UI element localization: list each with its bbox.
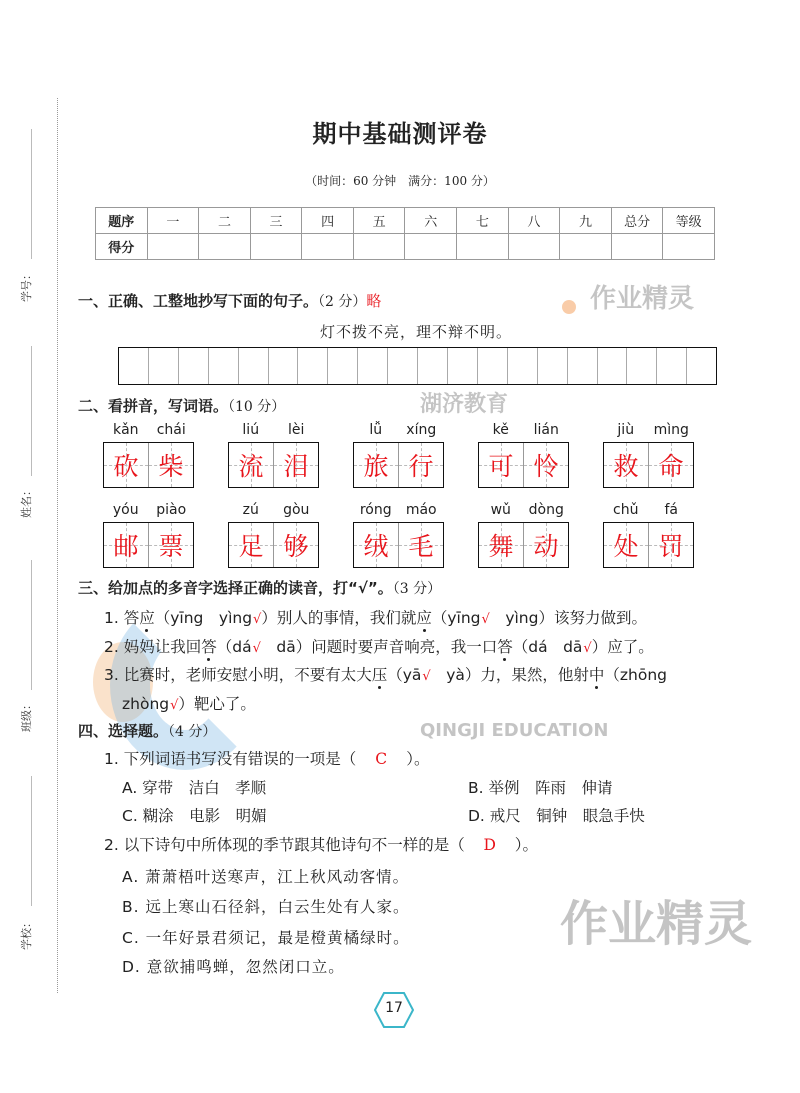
watermark: 作业精灵 [560, 896, 753, 952]
check-mark-icon: √ [170, 698, 179, 713]
check-mark-icon: √ [422, 669, 431, 684]
question-stem: 1. 下列词语书写没有错误的一项是（ [104, 750, 357, 768]
pinyin-option: （yā [387, 666, 422, 684]
school-line [31, 776, 32, 906]
name-line [31, 346, 32, 476]
tianzige-grid[interactable] [228, 442, 319, 488]
option-c: C. 糊涂 电影 明媚 [122, 807, 267, 825]
pinyin-syllable: lèi [288, 422, 305, 438]
pinyin-syllable: kǎn [112, 422, 139, 438]
pinyin-syllable: chǔ [613, 502, 639, 518]
word-box [603, 422, 694, 488]
grid-cell [354, 523, 399, 567]
answer-text: D [483, 836, 496, 854]
table-header-cell: 总分 [611, 208, 663, 234]
grid-cell [104, 443, 149, 487]
binding-line [57, 98, 58, 993]
tianzige-grid[interactable] [353, 522, 444, 568]
grid-cell [524, 443, 568, 487]
score-cell[interactable] [663, 234, 715, 260]
pinyin-syllable: chái [156, 422, 186, 438]
pinyin [228, 422, 319, 442]
section-points: （4 分） [168, 724, 217, 740]
table-row [96, 234, 715, 260]
pinyin [103, 422, 194, 442]
table-header-cell: 八 [508, 208, 560, 234]
section-2-heading [78, 395, 285, 416]
answer-char: 处 [613, 532, 639, 561]
option-b: B. 远上寒山石径斜，白云生处有人家。 [122, 898, 410, 916]
pinyin-syllable: yóu [112, 502, 139, 518]
answer-char: 毛 [408, 532, 434, 561]
writing-grid[interactable] [118, 347, 717, 385]
text: 2. 妈妈让我回 [104, 638, 202, 656]
text: yà）力，果然，他射 [430, 666, 589, 684]
tianzige-grid[interactable] [478, 522, 569, 568]
answer-char: 柴 [158, 452, 184, 481]
grid-cell [354, 443, 399, 487]
dotted-char: 答 [201, 638, 217, 656]
page-number [374, 992, 414, 1028]
question-stem: ）。 [406, 750, 430, 768]
word-box [103, 422, 194, 488]
grid-cell [604, 523, 649, 567]
dotted-char: 应 [139, 609, 155, 627]
pinyin [478, 422, 569, 442]
check-mark-icon: √ [253, 612, 262, 627]
answer-char: 舞 [488, 532, 514, 561]
section-points: （2 分） [318, 294, 367, 310]
tianzige-grid[interactable] [603, 442, 694, 488]
pinyin [603, 502, 694, 522]
section-points: （3 分） [392, 581, 442, 597]
pinyin-syllable: liú [242, 422, 260, 438]
word-box [603, 502, 694, 568]
answer-char: 命 [658, 452, 684, 481]
student-id-label: 学号： [20, 269, 33, 302]
section-3-heading [78, 577, 441, 598]
word-box [478, 422, 569, 488]
answer-char: 邮 [113, 532, 139, 561]
word-box [228, 422, 319, 488]
question-3-1 [104, 606, 647, 628]
pinyin-option: zhòng [122, 695, 170, 713]
pinyin [353, 422, 444, 442]
pinyin-syllable: lián [533, 422, 559, 438]
tianzige-grid[interactable] [103, 442, 194, 488]
word-box [353, 422, 444, 488]
grid-cell [229, 523, 274, 567]
page-number-text: 17 [385, 1000, 403, 1016]
answer-char: 流 [238, 452, 264, 481]
text: 3. 比赛时，老师安慰小明，不要有太大 [104, 666, 372, 684]
table-header-cell: 三 [250, 208, 302, 234]
answer-text: C [375, 750, 388, 768]
dotted-char: 压 [371, 666, 388, 684]
grid-cell [649, 443, 693, 487]
text: ）别人的事情，我们就 [261, 609, 417, 627]
grid-cell [649, 523, 693, 567]
class-label: 班级： [20, 699, 33, 732]
class-line [31, 560, 32, 690]
tianzige-grid[interactable] [228, 522, 319, 568]
section-title: 三、给加点的多音字选择正确的读音，打“√”。 [78, 579, 393, 597]
section-points: （10 分） [228, 399, 286, 415]
page-title: 期中基础测评卷 [312, 119, 488, 148]
answer-char: 绒 [363, 532, 389, 561]
answer-char: 够 [283, 532, 309, 561]
pinyin-syllable: wǔ [490, 502, 511, 518]
question-3-3-continued [122, 692, 256, 714]
section-4-heading [78, 720, 216, 741]
grid-cell [274, 443, 318, 487]
exam-info: （时间：60 分钟 满分：100 分） [305, 174, 495, 188]
score-cell[interactable] [560, 234, 612, 260]
check-mark-icon: √ [583, 641, 592, 656]
name-label: 姓名： [20, 485, 33, 518]
pinyin-syllable: róng [359, 502, 392, 518]
watermark: QINGJI EDUCATION [420, 720, 609, 741]
pinyin-syllable: piào [156, 502, 187, 518]
score-cell[interactable] [199, 234, 251, 260]
score-cell[interactable] [147, 234, 199, 260]
score-cell[interactable] [508, 234, 560, 260]
table-row [96, 208, 715, 234]
answer-char: 泪 [283, 452, 309, 481]
answer-char: 罚 [658, 532, 684, 561]
answer-char: 旅 [363, 452, 389, 481]
word-box [478, 502, 569, 568]
score-cell[interactable] [611, 234, 663, 260]
pinyin-syllable: mìng [653, 422, 689, 438]
text: ）应了。 [591, 638, 654, 656]
grid-cell [479, 523, 524, 567]
table-header-cell: 六 [405, 208, 457, 234]
school-label: 学校： [20, 917, 33, 950]
decorative-orange-dot [562, 300, 576, 314]
pinyin-option: （dá dā [512, 638, 583, 656]
grid-cell [149, 523, 193, 567]
section-title: 一、正确、工整地抄写下面的句子。 [78, 292, 319, 310]
question-3-2 [104, 635, 654, 657]
watermark: 湖济教育 [420, 392, 509, 417]
score-cell[interactable] [302, 234, 354, 260]
word-box [103, 502, 194, 568]
answer-text: 略 [366, 292, 382, 310]
text: ）靶心了。 [178, 695, 256, 713]
question-stem: ）。 [514, 836, 538, 854]
score-cell[interactable] [250, 234, 302, 260]
table-header-cell: 一 [147, 208, 199, 234]
dotted-char: 中 [588, 666, 605, 684]
pinyin-syllable: lǚ [369, 422, 383, 438]
tianzige-grid[interactable] [603, 522, 694, 568]
grid-cell [524, 523, 568, 567]
answer-char: 可 [488, 452, 514, 481]
grid-cell [229, 443, 274, 487]
table-header-cell: 二 [199, 208, 251, 234]
table-header-cell: 七 [457, 208, 509, 234]
pinyin-option: （dá [216, 638, 252, 656]
answer-char: 足 [238, 532, 264, 561]
question-3-3 [104, 663, 667, 685]
grid-cell [399, 443, 443, 487]
score-cell[interactable] [353, 234, 405, 260]
dotted-char: 应 [416, 609, 432, 627]
table-header-cell: 五 [353, 208, 405, 234]
grid-cell [274, 523, 318, 567]
section-title: 四、选择题。 [78, 722, 169, 740]
table-row-label: 得分 [96, 234, 148, 260]
pinyin-syllable: máo [405, 502, 437, 518]
score-cell[interactable] [457, 234, 509, 260]
pinyin [228, 502, 319, 522]
pinyin-option: yìng）该努力做到。 [489, 609, 647, 627]
table-header-cell: 九 [560, 208, 612, 234]
pinyin-syllable: fá [664, 502, 678, 518]
option-a: A. 萧萧梧叶送寒声，江上秋风动客情。 [122, 868, 410, 886]
table-header-cell: 题序 [96, 208, 148, 234]
pinyin-option: （yīng [431, 609, 481, 627]
answer-char: 行 [408, 452, 434, 481]
pinyin-syllable: kě [492, 422, 509, 438]
pinyin-syllable: gòu [283, 502, 310, 518]
grid-cell [604, 443, 649, 487]
pinyin [603, 422, 694, 442]
answer-char: 砍 [113, 452, 139, 481]
score-cell[interactable] [405, 234, 457, 260]
pinyin-syllable: zú [242, 502, 259, 518]
pinyin-option: （yīng [154, 609, 219, 627]
pinyin-option: （zhōng [604, 666, 667, 684]
pinyin-syllable: dòng [528, 502, 564, 518]
grid-cell [149, 443, 193, 487]
tianzige-grid[interactable] [353, 442, 444, 488]
text: dā）问题时要声音响亮，我一口 [260, 638, 498, 656]
tianzige-grid[interactable] [478, 442, 569, 488]
option-d: D. 意欲捕鸣蝉，忽然闭口立。 [122, 958, 345, 976]
answer-char: 救 [613, 452, 639, 481]
option-c: C. 一年好景君须记，最是橙黄橘绿时。 [122, 929, 410, 947]
answer-char: 怜 [533, 452, 559, 481]
section-title: 二、看拼音，写词语。 [78, 397, 229, 415]
check-mark-icon: √ [252, 641, 261, 656]
pinyin-syllable: jiù [617, 422, 635, 438]
pinyin [353, 502, 444, 522]
pinyin-syllable: xíng [406, 422, 437, 438]
pinyin [478, 502, 569, 522]
score-table [95, 207, 715, 260]
table-header-cell: 四 [302, 208, 354, 234]
word-box [353, 502, 444, 568]
grid-cell [399, 523, 443, 567]
question-4-1 [104, 747, 429, 769]
option-d: D. 戒尺 铜钟 眼急手快 [468, 807, 645, 825]
option-a: A. 穿带 洁白 孝顺 [122, 779, 267, 797]
grid-cell [104, 523, 149, 567]
watermark: 作业精灵 [590, 284, 695, 314]
section-1-heading [78, 290, 381, 311]
text: 1. 答 [104, 609, 140, 627]
answer-char: 动 [533, 532, 559, 561]
pinyin-option: yìng [218, 609, 253, 627]
copy-sentence: 灯不拨不亮，理不辩不明。 [320, 323, 513, 341]
table-header-cell: 等级 [663, 208, 715, 234]
grid-cell [479, 443, 524, 487]
answer-char: 票 [158, 532, 184, 561]
option-b: B. 举例 阵雨 伸请 [468, 779, 613, 797]
pinyin [103, 502, 194, 522]
tianzige-grid[interactable] [103, 522, 194, 568]
question-stem: 2. 以下诗句中所体现的季节跟其他诗句不一样的是（ [104, 836, 465, 854]
word-box [228, 502, 319, 568]
question-4-2 [104, 833, 538, 855]
dotted-char: 答 [497, 638, 513, 656]
check-mark-icon: √ [481, 612, 490, 627]
